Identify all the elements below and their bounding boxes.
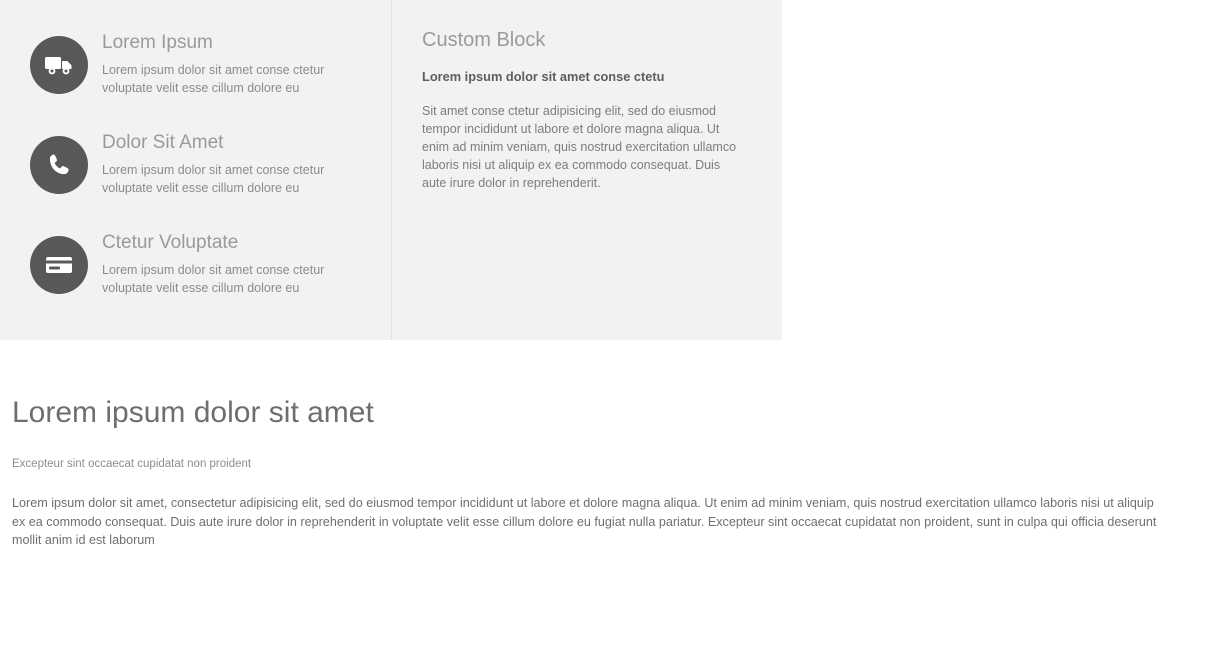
phone-icon <box>30 136 88 194</box>
feature-description: Lorem ipsum dolor sit amet conse ctetur voluptate velit esse cillum dolore eu <box>102 163 325 195</box>
feature-title: Lorem Ipsum <box>102 32 213 53</box>
custom-block <box>392 0 782 340</box>
feature-description: Lorem ipsum dolor sit amet conse ctetur voluptate velit esse cillum dolore eu <box>102 263 325 295</box>
feature-item[interactable] <box>30 28 391 97</box>
feature-text <box>102 128 337 197</box>
feature-item[interactable] <box>30 128 391 197</box>
credit-card-icon <box>30 236 88 294</box>
article-section <box>0 340 1232 550</box>
feature-item[interactable] <box>30 228 391 297</box>
feature-title: Dolor Sit Amet <box>102 132 224 153</box>
custom-block-title: Custom Block <box>422 29 546 51</box>
custom-block-lead: Lorem ipsum dolor sit amet conse ctetu <box>422 69 665 84</box>
feature-title: Ctetur Voluptate <box>102 232 239 253</box>
page-title: Lorem ipsum dolor sit amet <box>12 396 374 429</box>
feature-description: Lorem ipsum dolor sit amet conse ctetur voluptate velit esse cillum dolore eu <box>102 63 325 95</box>
truck-icon <box>30 36 88 94</box>
features-column <box>0 0 392 340</box>
custom-block-body: Sit amet conse ctetur adipisicing elit, sed do eiusmod tempor incididunt ut labore et dolore magna aliqua. Ut enim ad minim veniam, quis nostrud exercitation ullamco laboris nisi ut aliquip ex ea commodo consequat. Duis aute irure dolor in reprehenderit. <box>422 104 737 190</box>
feature-text <box>102 228 337 297</box>
top-panel <box>0 0 782 340</box>
article-subtitle: Excepteur sint occaecat cupidatat non proident <box>12 458 252 470</box>
feature-text <box>102 28 337 97</box>
article-body: Lorem ipsum dolor sit amet, consectetur adipisicing elit, sed do eiusmod tempor incididunt ut labore et dolore magna aliqua. Ut enim ad minim veniam, quis nostrud exercitation ullamco laboris nisi ut aliquip ex ea commodo consequat. Duis aute irure dolor in reprehenderit in voluptate velit esse cillum dolore eu fugiat nulla pariatur. Excepteur sint occaecat cupidatat non proident, sunt in culpa qui officia deserunt mollit anim id est laborum <box>12 496 1157 547</box>
